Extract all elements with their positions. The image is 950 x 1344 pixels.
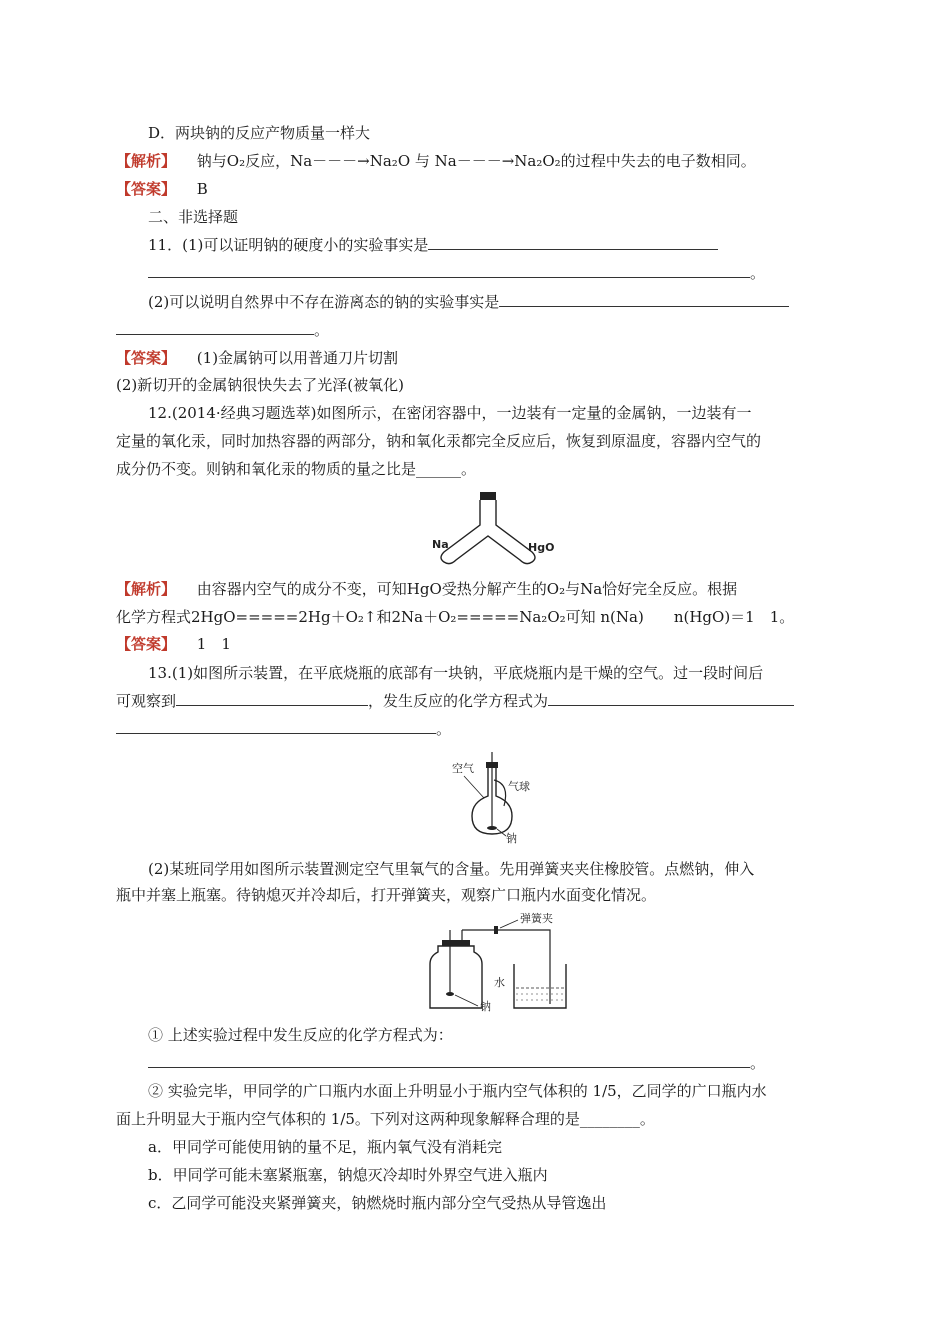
flask-balloon-figure <box>450 750 570 850</box>
question-12-line-3: 成分仍不变。则钠和氧化汞的物质的量之比是______。 <box>116 460 477 478</box>
fig3-label-sodium: 钠 <box>480 1000 491 1013</box>
fig1-label-na: Na <box>432 538 449 551</box>
answer-blank <box>499 292 789 307</box>
answer-11-2: (2)新切开的金属钠很快失去了光泽(被氧化) <box>116 376 404 394</box>
period: 。 <box>436 720 452 738</box>
answer-value: B <box>196 180 208 198</box>
stopper-icon <box>442 940 470 946</box>
question-13-2-line-2: 瓶中并塞上瓶塞。待钠熄灭并冷却后，打开弹簧夹，观察广口瓶内水面变化情况。 <box>116 886 657 904</box>
period: 。 <box>750 264 766 282</box>
fig2-label-air: 空气 <box>452 762 474 775</box>
fig3-label-water: 水 <box>494 976 505 989</box>
period: 。 <box>750 1054 766 1072</box>
period: 。 <box>314 321 330 339</box>
answer-blank <box>148 263 750 278</box>
answer-line <box>116 347 398 369</box>
question-12-line-1: 12.(2014·经典习题选萃)如图所示，在密闭容器中，一边装有一定量的金属钠，一边装有一 <box>148 404 752 422</box>
question-12-line-2: 定量的氧化汞，同时加热容器的两部分，钠和氧化汞都完全反应后，恢复到原温度，容器内空气的 <box>116 432 762 450</box>
question-11-part2 <box>148 291 789 313</box>
fig1-label-hgo: HgO <box>528 541 555 554</box>
analysis-tag: 【解析】 <box>116 580 177 598</box>
sodium-piece-icon <box>446 992 454 996</box>
analysis-tag: 【解析】 <box>116 152 177 170</box>
analysis-line <box>116 578 737 600</box>
question-13-line-1: 13.(1)如图所示装置，在平底烧瓶的底部有一块钠，平底烧瓶内是干燥的空气。过一段时间后 <box>148 664 764 682</box>
analysis-text: 钠与O₂反应，Na－－－→Na₂O 与 Na－－－→Na₂O₂的过程中失去的电子数相同。 <box>196 152 756 170</box>
question-11-blank-line <box>148 262 765 284</box>
option-c: c．乙同学可能没夹紧弹簧夹，钠燃烧时瓶内部分空气受热从导管逸出 <box>148 1194 607 1212</box>
option-a: a．甲同学可能使用钠的量不足，瓶内氧气没有消耗完 <box>148 1138 502 1156</box>
answer-blank <box>116 719 436 734</box>
option-b: b．甲同学可能未塞紧瓶塞，钠熄灭冷却时外界空气进入瓶内 <box>148 1166 548 1184</box>
stopper-icon <box>480 492 496 500</box>
answer-blank <box>176 691 368 706</box>
sub-question-2-line-2: 面上升明显大于瓶内空气体积的 1/5。下列对这两种现象解释合理的是________。 <box>116 1110 655 1128</box>
answer-blank <box>148 1053 750 1068</box>
section-heading: 二、非选择题 <box>148 208 239 226</box>
question-11-part2-text: (2)可以说明自然界中不存在游离态的钠的实验事实是 <box>148 293 500 311</box>
fig3-label-clip: 弹簧夹 <box>520 912 553 925</box>
answer-blank <box>548 691 794 706</box>
analysis-line <box>116 150 756 172</box>
answer-tag: 【答案】 <box>116 349 177 367</box>
sub-question-1-blank <box>148 1052 765 1074</box>
beaker-icon <box>514 964 566 1008</box>
answer-line <box>116 633 231 655</box>
question-11-text: 11．(1)可以证明钠的硬度小的实验事实是 <box>148 236 429 254</box>
q13-observe-text: 可观察到 <box>116 692 177 710</box>
y-tube-figure <box>430 490 570 570</box>
question-13-line-2 <box>116 690 794 712</box>
sub-question-2-line-1: ② 实验完毕，甲同学的广口瓶内水面上升明显小于瓶内空气体积的 1/5，乙同学的广口瓶内水 <box>148 1082 767 1100</box>
sodium-piece-icon <box>487 826 497 830</box>
clip-icon <box>494 926 498 934</box>
analysis-12-text: 由容器内空气的成分不变，可知HgO受热分解产生的O₂与Na恰好完全反应。根据 <box>196 580 738 598</box>
bottle-beaker-figure <box>420 912 580 1014</box>
answer-tag: 【答案】 <box>116 635 177 653</box>
question-11-part1 <box>148 234 718 256</box>
answer-tag: 【答案】 <box>116 180 177 198</box>
q13-equation-text: ，发生反应的化学方程式为 <box>368 692 549 710</box>
question-13-2-line-1: (2)某班同学用如图所示装置测定空气里氧气的含量。先用弹簧夹夹住橡胶管。点燃钠，伸入 <box>148 860 755 878</box>
fig2-label-sodium: 钠 <box>506 832 517 845</box>
question-11-part2-blank <box>116 319 329 341</box>
sub-question-1: ① 上述实验过程中发生反应的化学方程式为： <box>148 1026 453 1044</box>
answer-blank <box>116 320 314 335</box>
answer-12: 1 1 <box>196 635 231 653</box>
fig2-label-balloon: 气球 <box>508 780 530 793</box>
answer-11-1: (1)金属钠可以用普通刀片切割 <box>196 349 399 367</box>
answer-blank <box>428 235 718 250</box>
option-d: D．两块钠的反应产物质量一样大 <box>148 124 371 142</box>
question-13-blank-line <box>116 718 451 740</box>
analysis-12-line-2: 化学方程式2HgO=====2Hg＋O₂↑和2Na＋O₂=====Na₂O₂可知 n(Na) n(HgO)＝1 1。 <box>116 608 795 626</box>
answer-line <box>116 178 208 200</box>
